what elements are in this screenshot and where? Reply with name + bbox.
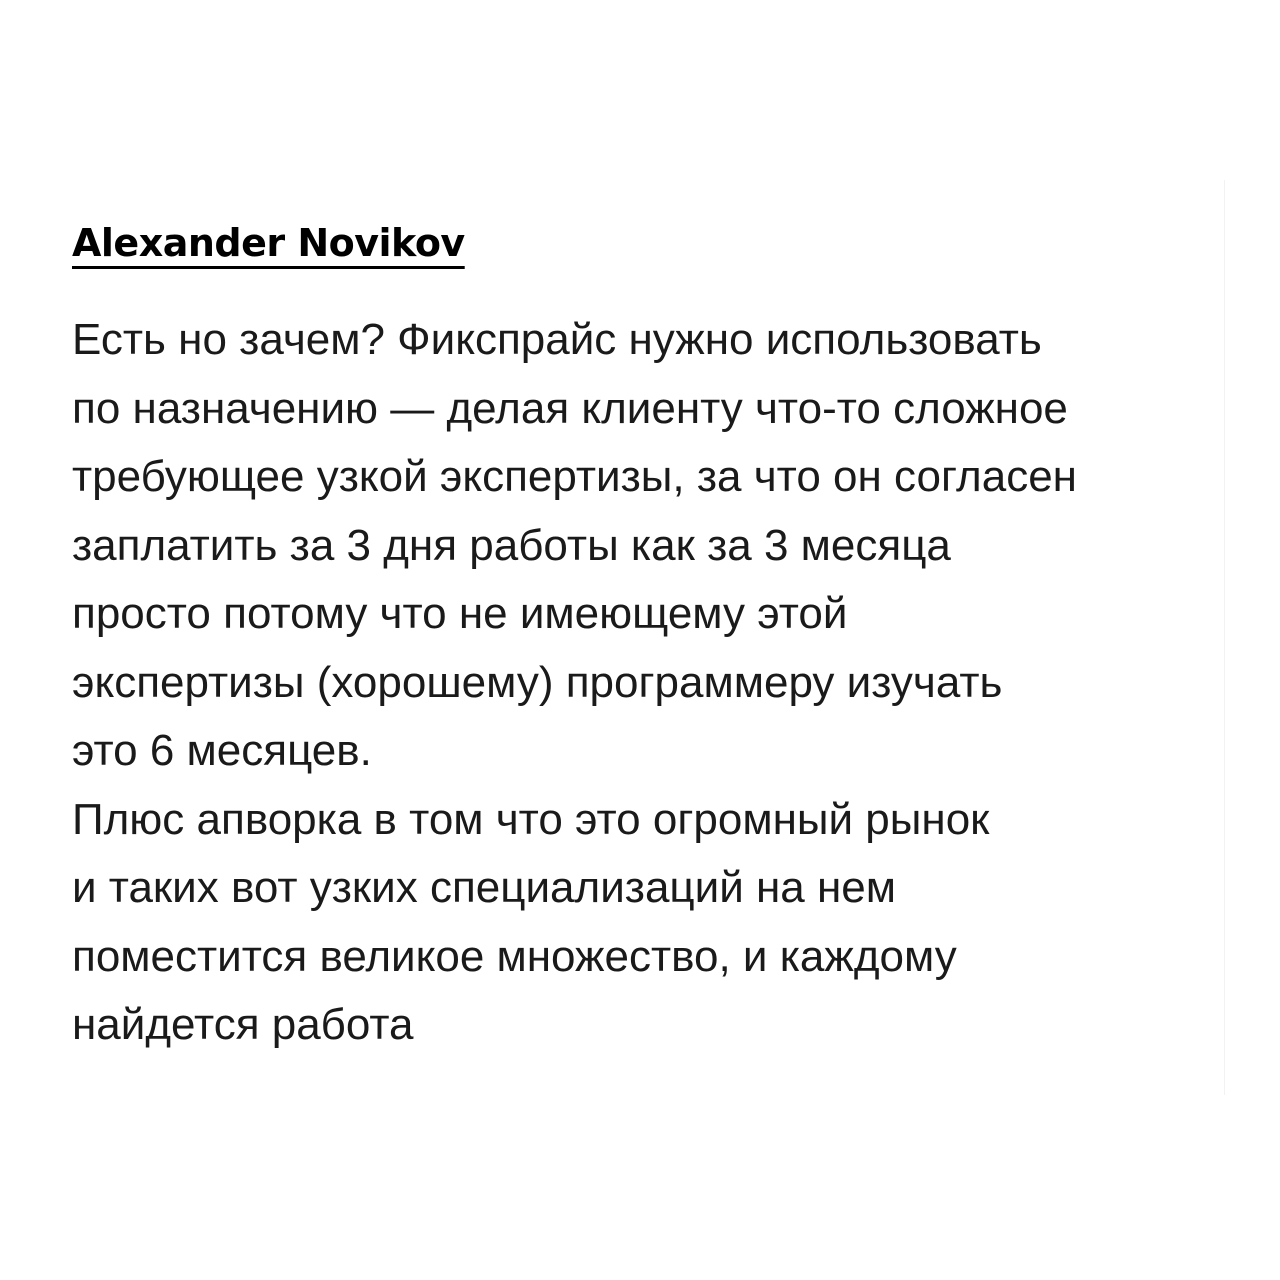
post-line: Плюс апворка в том что это огромный рынок <box>72 794 990 844</box>
post-line: Есть но зачем? Фикспрайс нужно использовать <box>72 315 1042 364</box>
author-name[interactable]: Alexander Novikov <box>72 221 465 265</box>
post-line: и таких вот узких специализаций на нем <box>72 863 897 912</box>
post-line: экспертизы (хорошему) программеру изучать <box>72 657 1003 707</box>
post-line: по назначению — делая клиенту что-то сложное <box>72 383 1068 433</box>
post-line: просто потому что не имеющему этой <box>72 589 848 638</box>
post-line: требующее узкой экспертизы, за что он согласен <box>72 452 1077 501</box>
post-line: найдется работа <box>72 1000 414 1049</box>
divider <box>1224 180 1225 1095</box>
post-body <box>72 306 1212 1060</box>
post-line: поместится великое множество, и каждому <box>72 931 957 981</box>
post-line: это 6 месяцев. <box>72 726 372 775</box>
post-line: заплатить за 3 дня работы как за 3 месяца <box>72 520 951 570</box>
